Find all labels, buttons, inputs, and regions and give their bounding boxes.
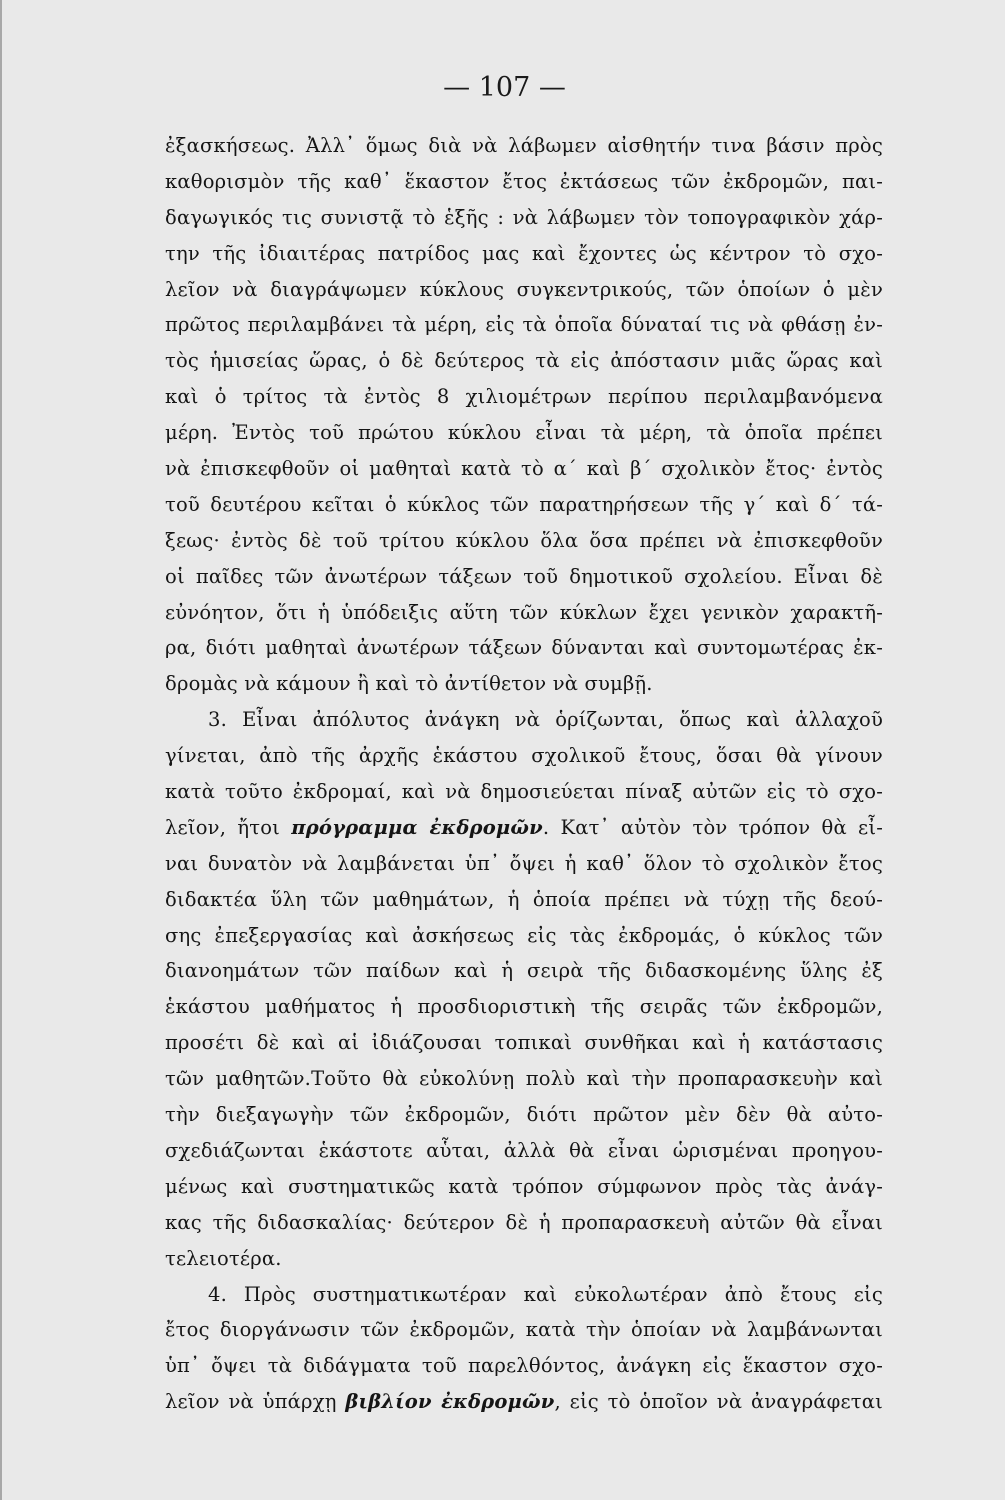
text-line: [165, 918, 883, 954]
text-line: [165, 1277, 883, 1313]
text-line: [165, 1169, 883, 1205]
text-segment: λεῖον, ἤτοι: [165, 815, 292, 839]
text-line: [165, 1133, 883, 1169]
page-number: — 107 —: [443, 72, 566, 103]
text-segment: τὸς ἡμισείας ὥρας, ὁ δὲ δεύτερος τὰ εἰς ἀπόστασιν μιᾶς ὥρας καὶ: [165, 349, 883, 373]
text-line: [165, 630, 883, 666]
text-line: [165, 1097, 883, 1133]
text-segment: δαγωγικός τις συνιστᾷ τὸ ἑξῆς : νὰ λάβωμεν τὸν τοπογραφικὸν χάρ-: [165, 205, 883, 229]
text-segment: δρομὰς νὰ κάμουν ἢ καὶ τὸ ἀντίθετον νὰ συμβῇ.: [165, 672, 653, 696]
text-line: [165, 1312, 883, 1348]
text-segment: μέρη. Ἐντὸς τοῦ πρώτου κύκλου εἶναι τὰ μέρη, τὰ ὁποῖα πρέπει: [165, 421, 883, 445]
text-segment: κας τῆς διδασκαλίας· δεύτερον δὲ ἡ προπαρασκευὴ αὐτῶν θὰ εἶναι: [165, 1210, 883, 1234]
text-segment: κατὰ τοῦτο ἐκδρομαί, καὶ νὰ δημοσιεύεται πίναξ αὐτῶν εἰς τὸ σχο-: [165, 780, 883, 804]
text-line: [165, 595, 883, 631]
text-line: [165, 1348, 883, 1384]
text-line: [165, 1241, 883, 1277]
text-line: [165, 666, 883, 702]
text-line: [165, 487, 883, 523]
text-segment: τελειοτέρα.: [165, 1246, 282, 1270]
text-line: [165, 738, 883, 774]
text-segment: τοῦ δευτέρου κεῖται ὁ κύκλος τῶν παρατηρήσεων τῆς γ΄ καὶ δ΄ τά-: [165, 492, 883, 516]
text-segment: ἐξασκήσεως. Ἀλλ᾽ ὅμως διὰ νὰ λάβωμεν αἰσθητήν τινα βάσιν πρὸς: [165, 134, 883, 157]
text-line: [165, 1384, 883, 1420]
text-segment: ἔτος διοργάνωσιν τῶν ἐκδρομῶν, κατὰ τὴν ὁποίαν νὰ λαμβάνωνται: [165, 1318, 883, 1342]
text-segment: γίνεται, ἀπὸ τῆς ἀρχῆς ἑκάστου σχολικοῦ ἔτους, ὅσαι θὰ γίνουν: [165, 744, 883, 768]
text-line: [165, 128, 883, 164]
text-segment: 3. Εἶναι ἀπόλυτος ἀνάγκη νὰ ὁρίζωνται, ὅπως καὶ ἀλλαχοῦ: [208, 708, 883, 732]
text-segment: ὑπ᾽ ὄψει τὰ διδάγματα τοῦ παρελθόντος, ἀνάγκη εἰς ἕκαστον σχο-: [165, 1354, 883, 1378]
text-line: [165, 272, 883, 308]
text-segment: σχεδιάζωνται ἑκάστοτε αὗται, ἀλλὰ θὰ εἶναι ὡρισμέναι προηγου-: [165, 1138, 883, 1162]
text-segment: διανοημάτων τῶν παίδων καὶ ἡ σειρὰ τῆς διδασκομένης ὕλης ἐξ: [165, 959, 883, 983]
text-segment: λεῖον νὰ διαγράψωμεν κύκλους συγκεντρικούς, τῶν ὁποίων ὁ μὲν: [165, 277, 883, 301]
text-segment: καθορισμὸν τῆς καθ᾽ ἕκαστον ἔτος ἐκτάσεως τῶν ἐκδρομῶν, παι-: [165, 169, 883, 193]
text-line: [165, 451, 883, 487]
text-segment: ρα, διότι μαθηταὶ ἀνωτέρων τάξεων δύνανται καὶ συντομωτέρας ἐκ-: [165, 636, 883, 660]
emphasized-term: πρόγραμμα ἐκδρομῶν: [291, 815, 543, 839]
emphasized-term: βιβλίον ἐκδρομῶν: [345, 1390, 555, 1414]
text-segment: προσέτι δὲ καὶ αἱ ἰδιάζουσαι τοπικαὶ συνθῆκαι καὶ ἡ κατάστασις: [165, 1031, 883, 1055]
text-line: [165, 953, 883, 989]
text-line: [165, 1061, 883, 1097]
text-segment: οἱ παῖδες τῶν ἀνωτέρων τάξεων τοῦ δημοτικοῦ σχολείου. Εἶναι δὲ: [165, 564, 883, 588]
text-segment: τῶν μαθητῶν.Τοῦτο θὰ εὐκολύνῃ πολὺ καὶ τὴν προπαρασκευὴν καὶ: [165, 1067, 883, 1091]
text-segment: διδακτέα ὕλη τῶν μαθημάτων, ἡ ὁποία πρέπει νὰ τύχῃ τῆς δεού-: [165, 887, 883, 911]
text-line: [165, 523, 883, 559]
text-line: [165, 559, 883, 595]
text-line: [165, 774, 883, 810]
text-segment: καὶ ὁ τρίτος τὰ ἐντὸς 8 χιλιομέτρων περίπου περιλαμβανόμενα: [165, 385, 883, 409]
text-segment: ξεως· ἐντὸς δὲ τοῦ τρίτου κύκλου ὅλα ὅσα πρέπει νὰ ἐπισκεφθοῦν: [165, 528, 883, 552]
text-line: [165, 846, 883, 882]
text-segment: την τῆς ἰδιαιτέρας πατρίδος μας καὶ ἔχοντες ὡς κέντρον τὸ σχο-: [165, 241, 883, 265]
text-segment: 4. Πρὸς συστηματικωτέραν καὶ εὐκολωτέραν ἀπὸ ἔτους εἰς: [208, 1282, 883, 1306]
text-segment: ναι δυνατὸν νὰ λαμβάνεται ὑπ᾽ ὄψει ἡ καθ᾽ ὅλον τὸ σχολικὸν ἔτος: [165, 851, 883, 875]
text-segment: μένως καὶ συστηματικῶς κατὰ τρόπον σύμφωνον πρὸς τὰς ἀνάγ-: [165, 1174, 883, 1198]
text-segment: νὰ ἐπισκεφθοῦν οἱ μαθηταὶ κατὰ τὸ α΄ καὶ β΄ σχολικὸν ἔτος· ἐντὸς: [165, 457, 883, 481]
text-segment: σης ἐπεξεργασίας καὶ ἀσκήσεως εἰς τὰς ἐκδρομάς, ὁ κύκλος τῶν: [165, 923, 883, 947]
text-line: [165, 415, 883, 451]
text-segment: πρῶτος περιλαμβάνει τὰ μέρη, εἰς τὰ ὁποῖα δύναταί τις νὰ φθάσῃ ἐν-: [165, 313, 883, 337]
text-line: [165, 810, 883, 846]
text-line: [165, 200, 883, 236]
text-line: [165, 379, 883, 415]
text-line: [165, 164, 883, 200]
text-line: [165, 307, 883, 343]
text-line: [165, 343, 883, 379]
text-line: [165, 882, 883, 918]
text-segment: ἑκάστου μαθήματος ἡ προσδιοριστικὴ τῆς σειρᾶς τῶν ἐκδρομῶν,: [165, 995, 883, 1019]
text-line: [165, 1205, 883, 1241]
text-segment: , εἰς τὸ ὁποῖον νὰ ἀναγράφεται: [554, 1390, 883, 1414]
text-segment: τὴν διεξαγωγὴν τῶν ἐκδρομῶν, διότι πρῶτον μὲν δὲν θὰ αὐτο-: [165, 1103, 883, 1127]
text-line: [165, 1025, 883, 1061]
text-line: [165, 236, 883, 272]
text-segment: . Κατ᾽ αὐτὸν τὸν τρόπον θὰ εἶ-: [542, 815, 883, 839]
text-segment: εὐνόητον, ὅτι ἡ ὑπόδειξις αὕτη τῶν κύκλων ἔχει γενικὸν χαρακτῆ-: [165, 600, 883, 624]
text-line: [165, 702, 883, 738]
text-segment: λεῖον νὰ ὑπάρχῃ: [165, 1390, 346, 1414]
body-text: [165, 128, 883, 1420]
text-line: [165, 989, 883, 1025]
